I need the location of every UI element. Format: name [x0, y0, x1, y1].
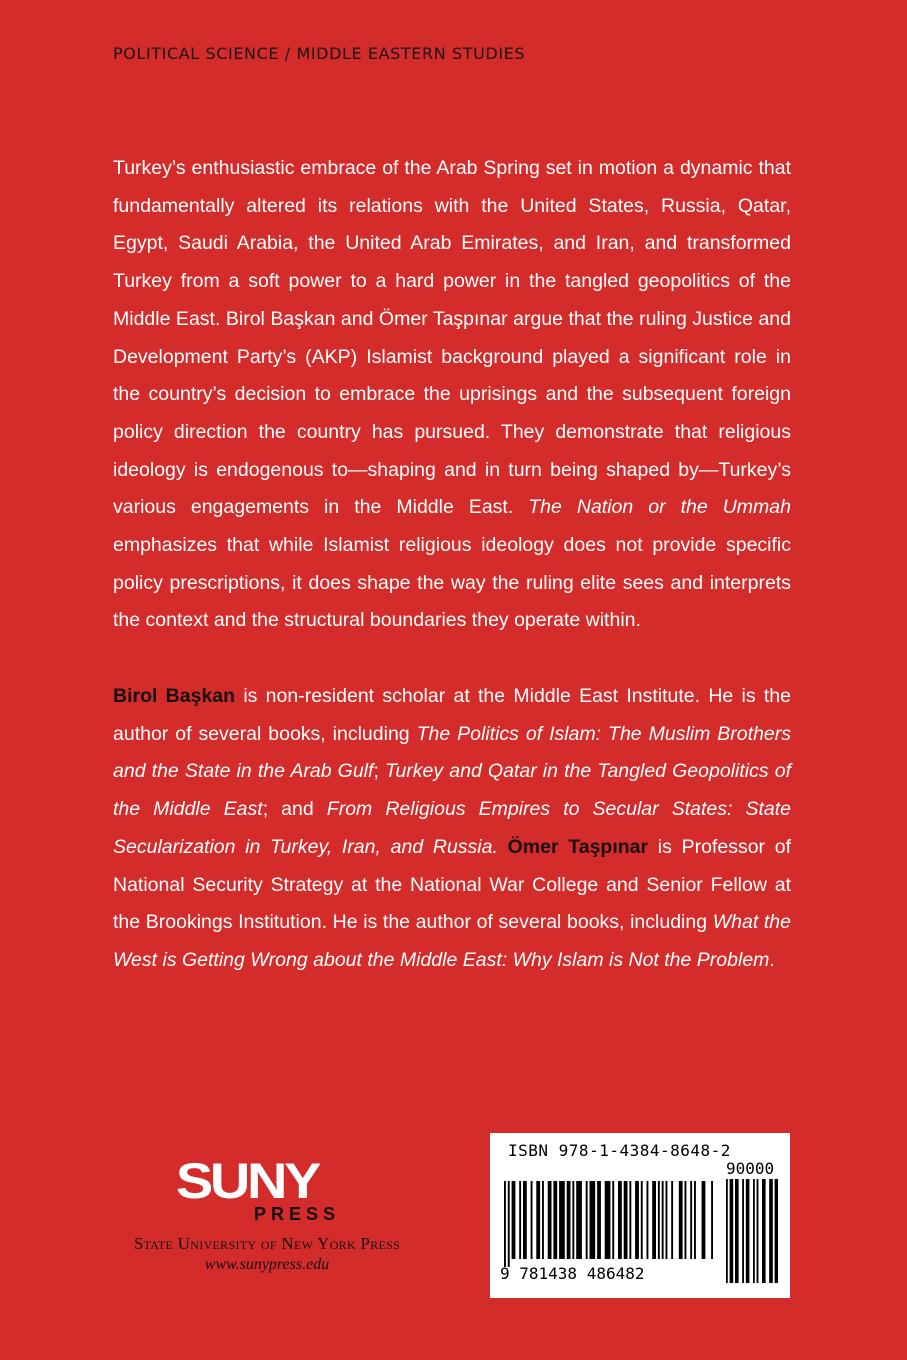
author-name-taspinar: Ömer Taşpınar	[507, 835, 649, 858]
bio-text-5: is Professor of National Security Strategy at the National War College and Senior Fellow at the Brookings Institution. He is the author of several books, including	[113, 835, 792, 934]
barcode-digits: 9 781438 486482	[500, 1264, 645, 1283]
bio-text-2: ;	[373, 760, 385, 783]
book-title-2: Turkey and Qatar in the Tangled Geopolitics of the Middle East	[113, 760, 791, 821]
barcode-price-addon	[726, 1179, 778, 1283]
book-title-3: From Religious Empires to Secular States: State Secularization in Turkey, Iran, and Russia.	[113, 798, 792, 858]
bio-text-3: ; and	[262, 798, 327, 821]
description-text-2: emphasizes that while Islamist religious ideology does not provide specific policy prescriptions, it does shape the way the ruling elite sees and interprets the context and the structural boundaries they operate within.	[113, 534, 791, 632]
category-label: POLITICAL SCIENCE / MIDDLE EASTERN STUDIES	[113, 44, 526, 63]
bio-text-1: is non-resident scholar at the Middle East Institute. He is the author of several books, including	[113, 685, 791, 745]
author-bio-paragraph	[113, 678, 791, 980]
bio-text-4	[498, 836, 508, 858]
publisher-name: State University of New York Press	[133, 1234, 401, 1253]
description-text-1: Turkey’s enthusiastic embrace of the Arab Spring set in motion a dynamic that fundamentally altered its relations with the United States, Russia, Qatar, Egypt, Saudi Arabia, the United Arab Emirates, and Iran, and transformed Turkey from a soft power to a hard power in the tangled geopolitics of the Middle East. Birol Başkan and Ömer Taşpınar argue that the ruling Justice and Development Party’s (AKP) Islamist background played a significant role in the country’s decision to embrace the uprisings and the subsequent foreign policy direction the country has pursued. They demonstrate that religious ideology is endogenous to—shaping and in turn being shaped by—Turkey’s various engagements in the Middle East.	[113, 157, 791, 519]
suny-logo-text: SUNY	[175, 1153, 319, 1209]
isbn-text: ISBN 978-1-4384-8648-2	[508, 1141, 731, 1160]
price-code: 90000	[726, 1159, 775, 1178]
publisher-url: www.sunypress.edu	[204, 1256, 330, 1273]
bio-text-6: .	[769, 948, 775, 971]
book-title-4: What the West is Getting Wrong about the Middle East: Why Islam is Not the Problem	[113, 911, 791, 971]
description-paragraph	[113, 150, 791, 640]
publisher-logo	[108, 1153, 426, 1274]
book-title-1: The Politics of Islam: The Muslim Brothers and the State in the Arab Gulf	[113, 722, 792, 783]
barcode-ean13	[504, 1181, 716, 1267]
book-title: The Nation or the Ummah	[528, 496, 791, 519]
barcode-box	[490, 1133, 790, 1298]
press-logo-text: PRESS	[253, 1204, 341, 1224]
author-name-baskan: Birol Başkan	[113, 685, 236, 707]
